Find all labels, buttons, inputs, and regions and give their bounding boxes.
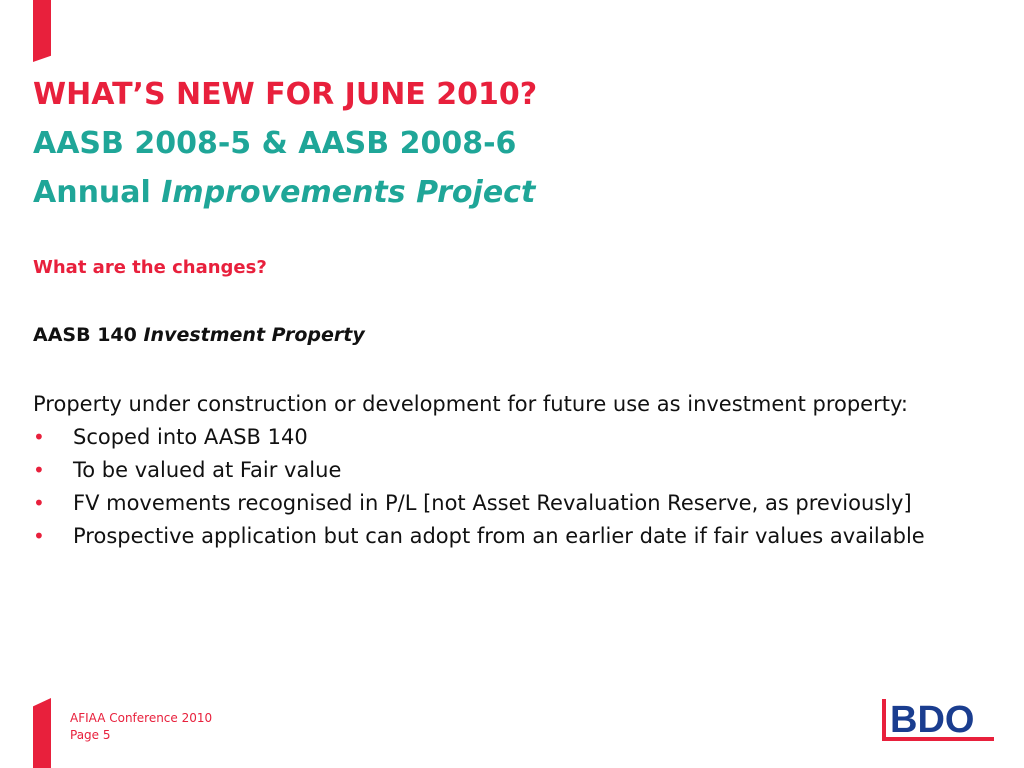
bullet-text: Prospective application but can adopt from an earlier date if fair values available <box>73 524 925 548</box>
top-accent-bar <box>33 0 51 62</box>
footer-conference: AFIAA Conference 2010 <box>70 711 213 725</box>
list-item <box>33 424 993 451</box>
slide-title <box>33 70 993 217</box>
footer-page-number: Page 5 <box>70 728 111 742</box>
bullet-icon: • <box>33 458 45 482</box>
logo-text: BDO <box>890 699 975 741</box>
bullet-text: Scoped into AASB 140 <box>73 425 308 449</box>
bullet-icon: • <box>33 524 45 548</box>
list-item <box>33 523 993 550</box>
bdo-logo <box>882 697 994 743</box>
title-line-1: WHAT’S NEW FOR JUNE 2010? <box>33 77 538 112</box>
title-line-3 <box>33 168 993 217</box>
footer <box>70 710 212 744</box>
list-item <box>33 457 993 484</box>
bullet-text: To be valued at Fair value <box>73 458 342 482</box>
section-subheading: What are the changes? <box>33 257 267 278</box>
slide-body <box>33 391 993 556</box>
standard-name: Investment Property <box>143 324 365 346</box>
title-line-3-regular: Annual <box>33 175 162 210</box>
standard-code: AASB 140 <box>33 324 144 346</box>
title-line-3-italic: Improvements Project <box>161 175 536 210</box>
bullet-icon: • <box>33 491 45 515</box>
list-item <box>33 490 993 517</box>
bottom-accent-bar <box>33 698 51 768</box>
intro-paragraph: Property under construction or development for future use as investment property: <box>33 392 908 416</box>
title-line-2: AASB 2008-5 & AASB 2008-6 <box>33 126 517 161</box>
bullet-icon: • <box>33 425 45 449</box>
standard-heading <box>33 324 365 346</box>
logo-red-bar <box>882 699 886 741</box>
bullet-list <box>33 424 993 550</box>
bullet-text: FV movements recognised in P/L [not Asset Revaluation Reserve, as previously] <box>73 491 912 515</box>
